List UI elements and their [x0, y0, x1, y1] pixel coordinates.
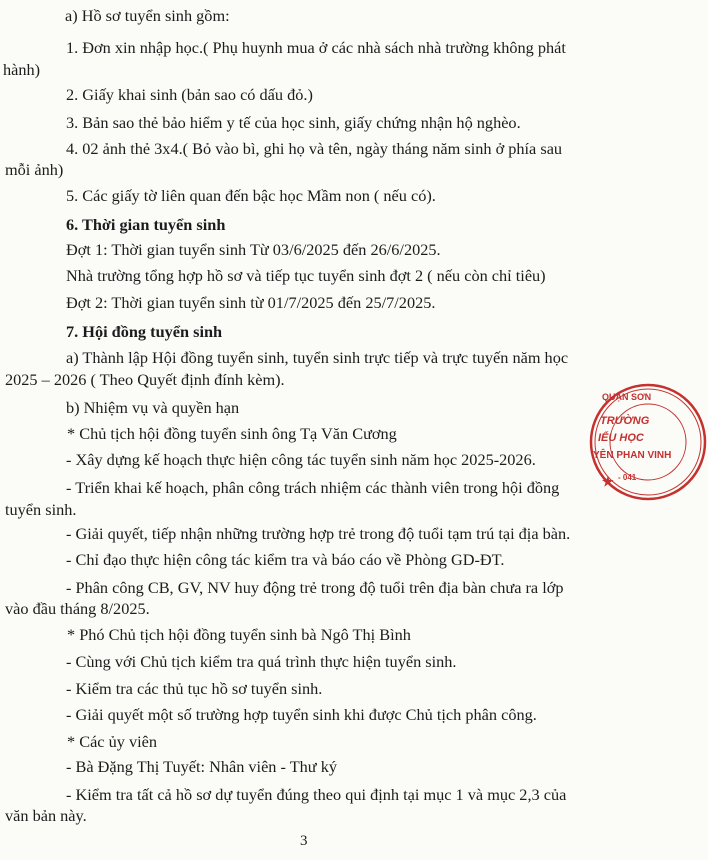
text-line: văn bản này. — [5, 806, 87, 825]
text-line: mỗi ảnh) — [5, 160, 64, 179]
section-heading: 6. Thời gian tuyển sinh — [66, 215, 226, 234]
text-line: 2. Giấy khai sinh (bản sao có dấu đỏ.) — [66, 85, 313, 104]
text-line: a) Thành lập Hội đồng tuyển sinh, tuyển sinh trực tiếp và trực tuyến năm học — [66, 348, 569, 367]
text-line: 3. Bản sao thẻ bảo hiểm y tế của học sinh, giấy chứng nhận hộ nghèo. — [66, 113, 521, 132]
svg-text:TRƯỜNG: TRƯỜNG — [600, 415, 650, 427]
svg-text:IỂU HỌC: IỂU HỌC — [598, 432, 644, 444]
text-line: 5. Các giấy tờ liên quan đến bậc học Mầm non ( nếu có). — [66, 186, 436, 205]
text-line: - Giải quyết một số trường hợp tuyển sinh khi được Chủ tịch phân công. — [66, 705, 537, 724]
text-line: 1. Đơn xin nhập học.( Phụ huynh mua ở các nhà sách nhà trường không phát — [66, 38, 566, 57]
text-line: * Chủ tịch hội đồng tuyển sinh ông Tạ Văn Cương — [67, 424, 397, 443]
svg-text:- 041: - 041 — [618, 473, 637, 482]
school-seal-stamp — [588, 382, 708, 502]
text-line: - Triển khai kế hoạch, phân công trách nhiệm các thành viên trong hội đồng — [66, 478, 560, 497]
svg-text:YÊN PHAN VINH: YÊN PHAN VINH — [593, 450, 672, 461]
svg-text:★: ★ — [602, 474, 614, 489]
text-line: - Phân công CB, GV, NV huy động trẻ trong độ tuổi trên địa bàn chưa ra lớp — [66, 578, 564, 597]
text-line: a) Hồ sơ tuyển sinh gồm: — [65, 6, 230, 25]
text-line: - Kiểm tra tất cả hồ sơ dự tuyển đúng theo qui định tại mục 1 và mục 2,3 của — [66, 785, 567, 804]
svg-text:QUẬN SƠN: QUẬN SƠN — [602, 392, 652, 402]
text-line: * Các ủy viên — [67, 732, 157, 751]
text-line: Nhà trường tổng hợp hồ sơ và tiếp tục tuyển sinh đợt 2 ( nếu còn chỉ tiêu) — [66, 266, 546, 285]
text-line: - Xây dựng kế hoạch thực hiện công tác tuyển sinh năm học 2025-2026. — [66, 450, 536, 469]
text-line: * Phó Chủ tịch hội đồng tuyển sinh bà Ngô Thị Bình — [67, 625, 411, 644]
text-line: - Cùng với Chủ tịch kiểm tra quá trình thực hiện tuyển sinh. — [66, 652, 457, 671]
section-heading: 7. Hội đồng tuyển sinh — [66, 322, 223, 341]
text-line: - Kiểm tra các thủ tục hồ sơ tuyển sinh. — [66, 679, 323, 698]
text-line: Đợt 1: Thời gian tuyển sinh Từ 03/6/2025 đến 26/6/2025. — [66, 240, 441, 259]
text-line: b) Nhiệm vụ và quyền hạn — [66, 398, 240, 417]
text-line: - Giải quyết, tiếp nhận những trường hợp trẻ trong độ tuổi tạm trú tại địa bàn. — [66, 524, 571, 543]
text-line: Đợt 2: Thời gian tuyển sinh từ 01/7/2025 đến 25/7/2025. — [66, 293, 436, 312]
page-number: 3 — [300, 833, 308, 849]
text-line: 4. 02 ảnh thẻ 3x4.( Bỏ vào bì, ghi họ và tên, ngày tháng năm sinh ở phía sau — [66, 139, 563, 158]
text-line: 2025 – 2026 ( Theo Quyết định đính kèm). — [5, 370, 285, 389]
text-line: tuyển sinh. — [5, 500, 77, 519]
text-line: vào đầu tháng 8/2025. — [5, 599, 150, 618]
text-line: - Bà Đặng Thị Tuyết: Nhân viên - Thư ký — [66, 757, 337, 776]
text-line: - Chỉ đạo thực hiện công tác kiểm tra và báo cáo về Phòng GD-ĐT. — [66, 550, 505, 569]
text-line: hành) — [3, 60, 41, 79]
